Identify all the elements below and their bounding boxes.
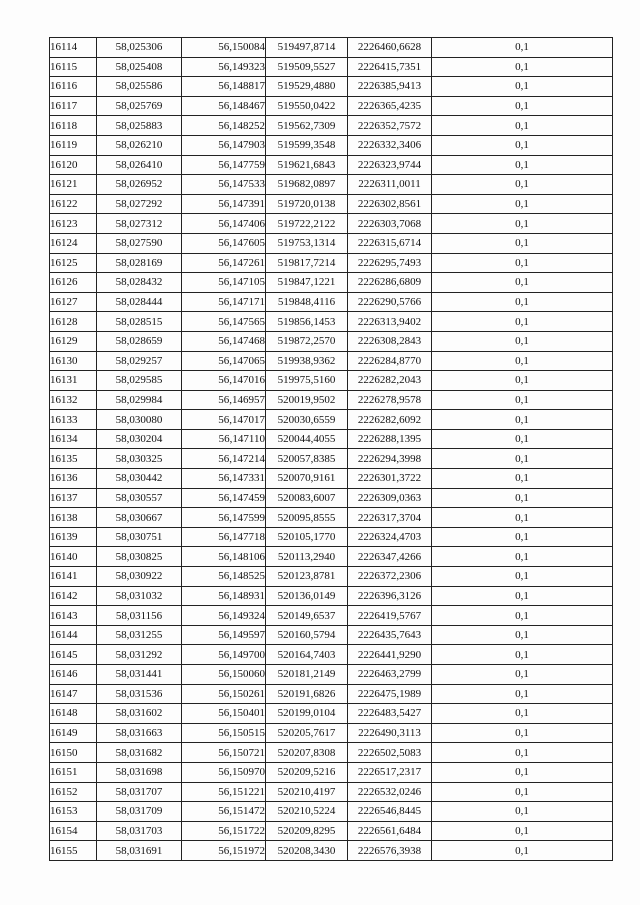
longitude-cell: 56,150261 xyxy=(182,684,266,704)
coordinates-table-body xyxy=(50,38,613,861)
point-number: 16124 xyxy=(50,233,97,253)
x-coordinate-cell: 519817,7214 xyxy=(266,253,348,273)
table-row xyxy=(50,429,613,449)
accuracy-cell: 0,1 xyxy=(432,351,613,371)
x-coordinate-cell: 520113,2940 xyxy=(266,547,348,567)
y-coordinate-cell: 2226435,7643 xyxy=(348,625,432,645)
y-coordinate-cell: 2226323,9744 xyxy=(348,155,432,175)
y-coordinate-cell: 2226532,0246 xyxy=(348,782,432,802)
y-coordinate-cell: 2226463,2799 xyxy=(348,665,432,685)
longitude-cell: 56,147331 xyxy=(182,469,266,489)
latitude-cell: 58,031707 xyxy=(97,782,182,802)
table-row xyxy=(50,371,613,391)
latitude-cell: 58,031698 xyxy=(97,762,182,782)
latitude-cell: 58,028444 xyxy=(97,292,182,312)
x-coordinate-cell: 520083,6007 xyxy=(266,488,348,508)
table-row xyxy=(50,214,613,234)
x-coordinate-cell: 519848,4116 xyxy=(266,292,348,312)
table-row xyxy=(50,273,613,293)
point-number: 16134 xyxy=(50,429,97,449)
table-row xyxy=(50,802,613,822)
accuracy-cell: 0,1 xyxy=(432,821,613,841)
point-number: 16154 xyxy=(50,821,97,841)
x-coordinate-cell: 519720,0138 xyxy=(266,194,348,214)
accuracy-cell: 0,1 xyxy=(432,723,613,743)
point-number: 16144 xyxy=(50,625,97,645)
latitude-cell: 58,025769 xyxy=(97,96,182,116)
point-number: 16127 xyxy=(50,292,97,312)
table-row xyxy=(50,410,613,430)
accuracy-cell: 0,1 xyxy=(432,77,613,97)
y-coordinate-cell: 2226365,4235 xyxy=(348,96,432,116)
latitude-cell: 58,025408 xyxy=(97,57,182,77)
table-row xyxy=(50,684,613,704)
point-number: 16149 xyxy=(50,723,97,743)
y-coordinate-cell: 2226347,4266 xyxy=(348,547,432,567)
longitude-cell: 56,151972 xyxy=(182,841,266,861)
x-coordinate-cell: 519856,1453 xyxy=(266,312,348,332)
x-coordinate-cell: 520105,1770 xyxy=(266,527,348,547)
table-row xyxy=(50,723,613,743)
point-number: 16133 xyxy=(50,410,97,430)
y-coordinate-cell: 2226576,3938 xyxy=(348,841,432,861)
table-row xyxy=(50,96,613,116)
table-row xyxy=(50,390,613,410)
y-coordinate-cell: 2226303,7068 xyxy=(348,214,432,234)
y-coordinate-cell: 2226517,2317 xyxy=(348,762,432,782)
longitude-cell: 56,147718 xyxy=(182,527,266,547)
y-coordinate-cell: 2226282,2043 xyxy=(348,371,432,391)
y-coordinate-cell: 2226332,3406 xyxy=(348,135,432,155)
accuracy-cell: 0,1 xyxy=(432,390,613,410)
x-coordinate-cell: 520057,8385 xyxy=(266,449,348,469)
x-coordinate-cell: 519753,1314 xyxy=(266,233,348,253)
longitude-cell: 56,146957 xyxy=(182,390,266,410)
point-number: 16146 xyxy=(50,665,97,685)
longitude-cell: 56,148525 xyxy=(182,567,266,587)
table-row xyxy=(50,38,613,58)
x-coordinate-cell: 520164,7403 xyxy=(266,645,348,665)
point-number: 16136 xyxy=(50,469,97,489)
longitude-cell: 56,151221 xyxy=(182,782,266,802)
latitude-cell: 58,028515 xyxy=(97,312,182,332)
accuracy-cell: 0,1 xyxy=(432,371,613,391)
longitude-cell: 56,149323 xyxy=(182,57,266,77)
y-coordinate-cell: 2226561,6484 xyxy=(348,821,432,841)
latitude-cell: 58,031292 xyxy=(97,645,182,665)
accuracy-cell: 0,1 xyxy=(432,449,613,469)
table-row xyxy=(50,762,613,782)
longitude-cell: 56,147605 xyxy=(182,233,266,253)
latitude-cell: 58,029257 xyxy=(97,351,182,371)
latitude-cell: 58,031602 xyxy=(97,704,182,724)
y-coordinate-cell: 2226372,2306 xyxy=(348,567,432,587)
coordinates-table xyxy=(49,37,613,861)
longitude-cell: 56,148106 xyxy=(182,547,266,567)
accuracy-cell: 0,1 xyxy=(432,214,613,234)
longitude-cell: 56,150084 xyxy=(182,38,266,58)
x-coordinate-cell: 520149,6537 xyxy=(266,606,348,626)
accuracy-cell: 0,1 xyxy=(432,253,613,273)
table-row xyxy=(50,567,613,587)
y-coordinate-cell: 2226286,6809 xyxy=(348,273,432,293)
latitude-cell: 58,028659 xyxy=(97,331,182,351)
accuracy-cell: 0,1 xyxy=(432,292,613,312)
longitude-cell: 56,149597 xyxy=(182,625,266,645)
x-coordinate-cell: 520209,8295 xyxy=(266,821,348,841)
table-row xyxy=(50,351,613,371)
accuracy-cell: 0,1 xyxy=(432,586,613,606)
longitude-cell: 56,147599 xyxy=(182,508,266,528)
accuracy-cell: 0,1 xyxy=(432,38,613,58)
x-coordinate-cell: 520210,4197 xyxy=(266,782,348,802)
latitude-cell: 58,030442 xyxy=(97,469,182,489)
point-number: 16139 xyxy=(50,527,97,547)
x-coordinate-cell: 520044,4055 xyxy=(266,429,348,449)
accuracy-cell: 0,1 xyxy=(432,233,613,253)
latitude-cell: 58,027292 xyxy=(97,194,182,214)
point-number: 16125 xyxy=(50,253,97,273)
accuracy-cell: 0,1 xyxy=(432,625,613,645)
latitude-cell: 58,031682 xyxy=(97,743,182,763)
accuracy-cell: 0,1 xyxy=(432,782,613,802)
point-number: 16120 xyxy=(50,155,97,175)
table-row xyxy=(50,77,613,97)
y-coordinate-cell: 2226301,3722 xyxy=(348,469,432,489)
x-coordinate-cell: 520207,8308 xyxy=(266,743,348,763)
x-coordinate-cell: 519497,8714 xyxy=(266,38,348,58)
accuracy-cell: 0,1 xyxy=(432,606,613,626)
x-coordinate-cell: 520209,5216 xyxy=(266,762,348,782)
table-row xyxy=(50,606,613,626)
longitude-cell: 56,147016 xyxy=(182,371,266,391)
longitude-cell: 56,149700 xyxy=(182,645,266,665)
accuracy-cell: 0,1 xyxy=(432,527,613,547)
longitude-cell: 56,147261 xyxy=(182,253,266,273)
accuracy-cell: 0,1 xyxy=(432,547,613,567)
y-coordinate-cell: 2226483,5427 xyxy=(348,704,432,724)
table-row xyxy=(50,665,613,685)
x-coordinate-cell: 520123,8781 xyxy=(266,567,348,587)
latitude-cell: 58,030667 xyxy=(97,508,182,528)
latitude-cell: 58,025883 xyxy=(97,116,182,136)
point-number: 16140 xyxy=(50,547,97,567)
accuracy-cell: 0,1 xyxy=(432,175,613,195)
latitude-cell: 58,026952 xyxy=(97,175,182,195)
table-row xyxy=(50,312,613,332)
x-coordinate-cell: 519682,0897 xyxy=(266,175,348,195)
latitude-cell: 58,029984 xyxy=(97,390,182,410)
longitude-cell: 56,151722 xyxy=(182,821,266,841)
table-row xyxy=(50,57,613,77)
longitude-cell: 56,150515 xyxy=(182,723,266,743)
latitude-cell: 58,031441 xyxy=(97,665,182,685)
y-coordinate-cell: 2226295,7493 xyxy=(348,253,432,273)
latitude-cell: 58,027312 xyxy=(97,214,182,234)
table-row xyxy=(50,586,613,606)
longitude-cell: 56,148931 xyxy=(182,586,266,606)
x-coordinate-cell: 519599,3548 xyxy=(266,135,348,155)
x-coordinate-cell: 520095,8555 xyxy=(266,508,348,528)
latitude-cell: 58,031691 xyxy=(97,841,182,861)
table-row xyxy=(50,704,613,724)
longitude-cell: 56,150970 xyxy=(182,762,266,782)
longitude-cell: 56,150060 xyxy=(182,665,266,685)
table-row xyxy=(50,841,613,861)
accuracy-cell: 0,1 xyxy=(432,331,613,351)
longitude-cell: 56,147017 xyxy=(182,410,266,430)
x-coordinate-cell: 519847,1221 xyxy=(266,273,348,293)
longitude-cell: 56,147171 xyxy=(182,292,266,312)
point-number: 16143 xyxy=(50,606,97,626)
point-number: 16153 xyxy=(50,802,97,822)
accuracy-cell: 0,1 xyxy=(432,57,613,77)
accuracy-cell: 0,1 xyxy=(432,410,613,430)
point-number: 16126 xyxy=(50,273,97,293)
latitude-cell: 58,025586 xyxy=(97,77,182,97)
y-coordinate-cell: 2226396,3126 xyxy=(348,586,432,606)
y-coordinate-cell: 2226294,3998 xyxy=(348,449,432,469)
latitude-cell: 58,028432 xyxy=(97,273,182,293)
y-coordinate-cell: 2226290,5766 xyxy=(348,292,432,312)
y-coordinate-cell: 2226311,0011 xyxy=(348,175,432,195)
accuracy-cell: 0,1 xyxy=(432,312,613,332)
point-number: 16132 xyxy=(50,390,97,410)
x-coordinate-cell: 519550,0422 xyxy=(266,96,348,116)
longitude-cell: 56,147903 xyxy=(182,135,266,155)
x-coordinate-cell: 519975,5160 xyxy=(266,371,348,391)
point-number: 16150 xyxy=(50,743,97,763)
latitude-cell: 58,026410 xyxy=(97,155,182,175)
x-coordinate-cell: 520136,0149 xyxy=(266,586,348,606)
point-number: 16129 xyxy=(50,331,97,351)
latitude-cell: 58,031703 xyxy=(97,821,182,841)
accuracy-cell: 0,1 xyxy=(432,508,613,528)
table-row xyxy=(50,508,613,528)
longitude-cell: 56,149324 xyxy=(182,606,266,626)
longitude-cell: 56,147759 xyxy=(182,155,266,175)
point-number: 16121 xyxy=(50,175,97,195)
point-number: 16128 xyxy=(50,312,97,332)
accuracy-cell: 0,1 xyxy=(432,841,613,861)
latitude-cell: 58,031536 xyxy=(97,684,182,704)
accuracy-cell: 0,1 xyxy=(432,704,613,724)
table-row xyxy=(50,527,613,547)
x-coordinate-cell: 520208,3430 xyxy=(266,841,348,861)
table-row xyxy=(50,469,613,489)
point-number: 16137 xyxy=(50,488,97,508)
table-row xyxy=(50,116,613,136)
accuracy-cell: 0,1 xyxy=(432,665,613,685)
point-number: 16114 xyxy=(50,38,97,58)
table-row xyxy=(50,488,613,508)
longitude-cell: 56,147468 xyxy=(182,331,266,351)
latitude-cell: 58,031255 xyxy=(97,625,182,645)
x-coordinate-cell: 519529,4880 xyxy=(266,77,348,97)
latitude-cell: 58,030751 xyxy=(97,527,182,547)
y-coordinate-cell: 2226385,9413 xyxy=(348,77,432,97)
point-number: 16141 xyxy=(50,567,97,587)
y-coordinate-cell: 2226324,4703 xyxy=(348,527,432,547)
table-row xyxy=(50,625,613,645)
table-row xyxy=(50,331,613,351)
y-coordinate-cell: 2226546,8445 xyxy=(348,802,432,822)
accuracy-cell: 0,1 xyxy=(432,743,613,763)
point-number: 16142 xyxy=(50,586,97,606)
latitude-cell: 58,029585 xyxy=(97,371,182,391)
y-coordinate-cell: 2226302,8561 xyxy=(348,194,432,214)
latitude-cell: 58,031156 xyxy=(97,606,182,626)
accuracy-cell: 0,1 xyxy=(432,429,613,449)
longitude-cell: 56,148252 xyxy=(182,116,266,136)
x-coordinate-cell: 520160,5794 xyxy=(266,625,348,645)
point-number: 16122 xyxy=(50,194,97,214)
longitude-cell: 56,151472 xyxy=(182,802,266,822)
latitude-cell: 58,027590 xyxy=(97,233,182,253)
longitude-cell: 56,147565 xyxy=(182,312,266,332)
x-coordinate-cell: 519621,6843 xyxy=(266,155,348,175)
latitude-cell: 58,030825 xyxy=(97,547,182,567)
point-number: 16130 xyxy=(50,351,97,371)
point-number: 16118 xyxy=(50,116,97,136)
y-coordinate-cell: 2226441,9290 xyxy=(348,645,432,665)
accuracy-cell: 0,1 xyxy=(432,273,613,293)
longitude-cell: 56,147110 xyxy=(182,429,266,449)
table-row xyxy=(50,233,613,253)
latitude-cell: 58,031709 xyxy=(97,802,182,822)
table-row xyxy=(50,194,613,214)
accuracy-cell: 0,1 xyxy=(432,155,613,175)
point-number: 16155 xyxy=(50,841,97,861)
accuracy-cell: 0,1 xyxy=(432,194,613,214)
latitude-cell: 58,030922 xyxy=(97,567,182,587)
latitude-cell: 58,030557 xyxy=(97,488,182,508)
latitude-cell: 58,030325 xyxy=(97,449,182,469)
longitude-cell: 56,147533 xyxy=(182,175,266,195)
point-number: 16131 xyxy=(50,371,97,391)
table-row xyxy=(50,253,613,273)
longitude-cell: 56,147391 xyxy=(182,194,266,214)
point-number: 16119 xyxy=(50,135,97,155)
accuracy-cell: 0,1 xyxy=(432,96,613,116)
accuracy-cell: 0,1 xyxy=(432,135,613,155)
point-number: 16138 xyxy=(50,508,97,528)
table-row xyxy=(50,135,613,155)
y-coordinate-cell: 2226460,6628 xyxy=(348,38,432,58)
y-coordinate-cell: 2226419,5767 xyxy=(348,606,432,626)
accuracy-cell: 0,1 xyxy=(432,488,613,508)
longitude-cell: 56,147214 xyxy=(182,449,266,469)
x-coordinate-cell: 520070,9161 xyxy=(266,469,348,489)
longitude-cell: 56,150401 xyxy=(182,704,266,724)
y-coordinate-cell: 2226415,7351 xyxy=(348,57,432,77)
longitude-cell: 56,150721 xyxy=(182,743,266,763)
table-row xyxy=(50,449,613,469)
y-coordinate-cell: 2226288,1395 xyxy=(348,429,432,449)
x-coordinate-cell: 519938,9362 xyxy=(266,351,348,371)
x-coordinate-cell: 520191,6826 xyxy=(266,684,348,704)
table-row xyxy=(50,782,613,802)
table-row xyxy=(50,821,613,841)
accuracy-cell: 0,1 xyxy=(432,684,613,704)
x-coordinate-cell: 520210,5224 xyxy=(266,802,348,822)
y-coordinate-cell: 2226490,3113 xyxy=(348,723,432,743)
x-coordinate-cell: 519509,5527 xyxy=(266,57,348,77)
table-row xyxy=(50,155,613,175)
table-row xyxy=(50,645,613,665)
longitude-cell: 56,147406 xyxy=(182,214,266,234)
latitude-cell: 58,031663 xyxy=(97,723,182,743)
table-row xyxy=(50,292,613,312)
y-coordinate-cell: 2226502,5083 xyxy=(348,743,432,763)
longitude-cell: 56,148467 xyxy=(182,96,266,116)
longitude-cell: 56,148817 xyxy=(182,77,266,97)
longitude-cell: 56,147065 xyxy=(182,351,266,371)
y-coordinate-cell: 2226313,9402 xyxy=(348,312,432,332)
longitude-cell: 56,147459 xyxy=(182,488,266,508)
x-coordinate-cell: 520199,0104 xyxy=(266,704,348,724)
x-coordinate-cell: 520181,2149 xyxy=(266,665,348,685)
latitude-cell: 58,030204 xyxy=(97,429,182,449)
point-number: 16148 xyxy=(50,704,97,724)
point-number: 16151 xyxy=(50,762,97,782)
y-coordinate-cell: 2226284,8770 xyxy=(348,351,432,371)
x-coordinate-cell: 519872,2570 xyxy=(266,331,348,351)
point-number: 16152 xyxy=(50,782,97,802)
y-coordinate-cell: 2226315,6714 xyxy=(348,233,432,253)
latitude-cell: 58,028169 xyxy=(97,253,182,273)
y-coordinate-cell: 2226317,3704 xyxy=(348,508,432,528)
latitude-cell: 58,026210 xyxy=(97,135,182,155)
point-number: 16115 xyxy=(50,57,97,77)
y-coordinate-cell: 2226309,0363 xyxy=(348,488,432,508)
latitude-cell: 58,030080 xyxy=(97,410,182,430)
table-row xyxy=(50,547,613,567)
y-coordinate-cell: 2226475,1989 xyxy=(348,684,432,704)
point-number: 16117 xyxy=(50,96,97,116)
point-number: 16145 xyxy=(50,645,97,665)
x-coordinate-cell: 520205,7617 xyxy=(266,723,348,743)
y-coordinate-cell: 2226308,2843 xyxy=(348,331,432,351)
x-coordinate-cell: 519722,2122 xyxy=(266,214,348,234)
x-coordinate-cell: 519562,7309 xyxy=(266,116,348,136)
accuracy-cell: 0,1 xyxy=(432,802,613,822)
longitude-cell: 56,147105 xyxy=(182,273,266,293)
point-number: 16123 xyxy=(50,214,97,234)
table-row xyxy=(50,175,613,195)
accuracy-cell: 0,1 xyxy=(432,645,613,665)
latitude-cell: 58,025306 xyxy=(97,38,182,58)
accuracy-cell: 0,1 xyxy=(432,116,613,136)
latitude-cell: 58,031032 xyxy=(97,586,182,606)
x-coordinate-cell: 520019,9502 xyxy=(266,390,348,410)
point-number: 16147 xyxy=(50,684,97,704)
x-coordinate-cell: 520030,6559 xyxy=(266,410,348,430)
y-coordinate-cell: 2226282,6092 xyxy=(348,410,432,430)
point-number: 16135 xyxy=(50,449,97,469)
point-number: 16116 xyxy=(50,77,97,97)
y-coordinate-cell: 2226352,7572 xyxy=(348,116,432,136)
y-coordinate-cell: 2226278,9578 xyxy=(348,390,432,410)
accuracy-cell: 0,1 xyxy=(432,469,613,489)
table-row xyxy=(50,743,613,763)
accuracy-cell: 0,1 xyxy=(432,567,613,587)
accuracy-cell: 0,1 xyxy=(432,762,613,782)
